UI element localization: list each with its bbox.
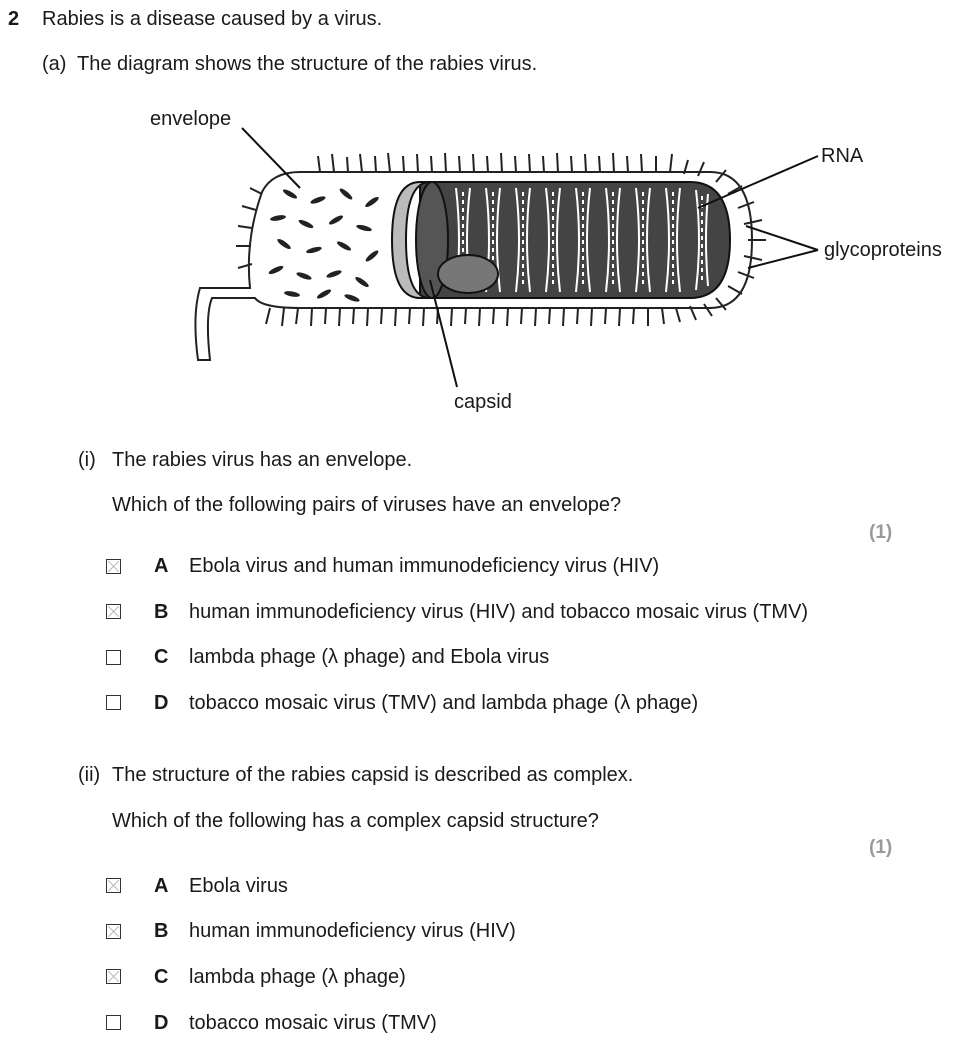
option-ii-c-letter: C — [154, 966, 169, 988]
option-ii-d-text: tobacco mosaic virus (TMV) — [189, 1012, 437, 1034]
sub-ii-statement: The structure of the rabies capsid is described as complex. — [112, 764, 634, 786]
checkbox-i-d[interactable] — [106, 695, 121, 710]
sub-i-statement: The rabies virus has an envelope. — [112, 449, 413, 471]
option-ii-d-letter: D — [154, 1012, 169, 1034]
option-i-a-text: Ebola virus and human immunodeficiency virus (HIV) — [189, 555, 660, 577]
option-i-c-letter: C — [154, 646, 169, 668]
question-stem: Rabies is a disease caused by a virus. — [42, 8, 383, 30]
sub-ii-label: (ii) — [78, 764, 101, 786]
sub-i-label: (i) — [78, 449, 96, 471]
option-i-b-letter: B — [154, 601, 169, 623]
checkbox-ii-b[interactable] — [106, 924, 121, 939]
part-a-label: (a) — [42, 53, 67, 75]
checkbox-ii-c[interactable] — [106, 969, 121, 984]
option-ii-a-text: Ebola virus — [189, 875, 288, 897]
option-ii-a-letter: A — [154, 875, 169, 897]
part-a-intro: The diagram shows the structure of the rabies virus. — [77, 53, 538, 75]
checkbox-i-c[interactable] — [106, 650, 121, 665]
option-i-d-letter: D — [154, 692, 169, 714]
glycoproteins-label: glycoproteins — [824, 239, 942, 261]
capsid-label: capsid — [454, 391, 512, 413]
option-i-b-text: human immunodeficiency virus (HIV) and tobacco mosaic virus (TMV) — [189, 601, 809, 623]
checkbox-i-b[interactable] — [106, 604, 121, 619]
option-ii-b-letter: B — [154, 920, 169, 942]
checkbox-i-a[interactable] — [106, 559, 121, 574]
capsid-body — [438, 255, 498, 293]
option-i-d-text: tobacco mosaic virus (TMV) and lambda phage (λ phage) — [189, 692, 699, 714]
rna-label: RNA — [821, 145, 864, 167]
sub-i-prompt: Which of the following pairs of viruses have an envelope? — [112, 494, 622, 516]
sub-i-marks: (1) — [869, 522, 893, 543]
rabies-virus-diagram — [0, 90, 976, 430]
option-i-c-text: lambda phage (λ phage) and Ebola virus — [189, 646, 550, 668]
option-ii-b-text: human immunodeficiency virus (HIV) — [189, 920, 516, 942]
checkbox-ii-a[interactable] — [106, 878, 121, 893]
envelope-label: envelope — [150, 108, 232, 130]
sub-ii-marks: (1) — [869, 837, 893, 858]
question-number: 2 — [8, 8, 20, 30]
option-ii-c-text: lambda phage (λ phage) — [189, 966, 406, 988]
option-i-a-letter: A — [154, 555, 169, 577]
sub-ii-prompt: Which of the following has a complex capsid structure? — [112, 810, 599, 832]
checkbox-ii-d[interactable] — [106, 1015, 121, 1030]
